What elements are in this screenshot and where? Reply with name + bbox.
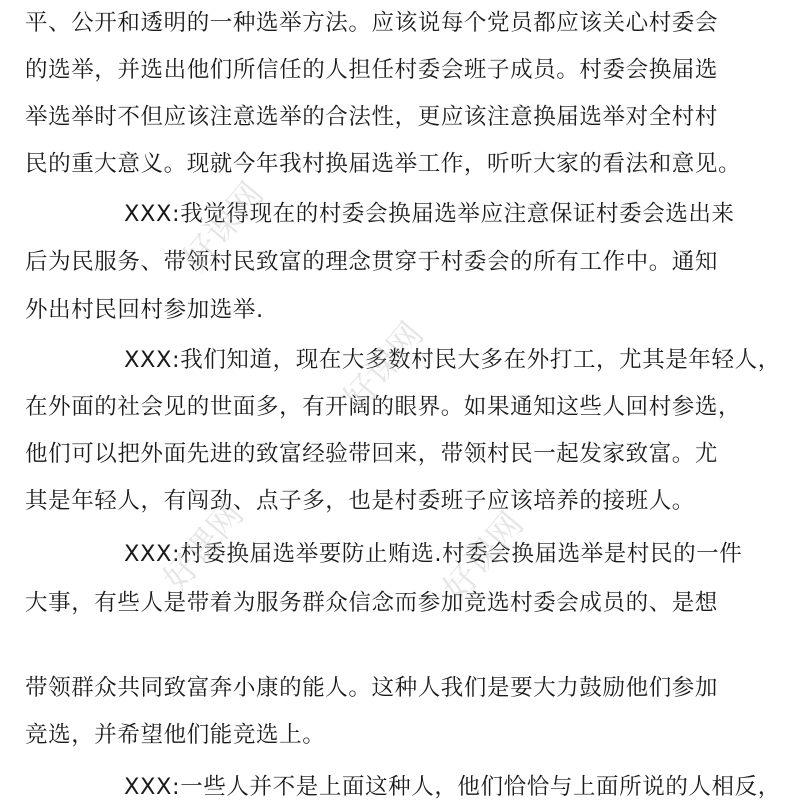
text-line: 在外面的社会见的世面多，有开阔的眼界。如果通知这些人回村参选， xyxy=(25,394,742,420)
watermark: 好课网 xyxy=(435,504,532,609)
text-line: 竞选，并希望他们能竞选上。 xyxy=(25,722,326,748)
text-line: 举选举时不但应该注意选举的合法性，更应该注意换届选举对全村村 xyxy=(25,104,719,130)
text-line: 其是年轻人，有闯劲、点子多，也是村委班子应该培养的接班人。 xyxy=(25,488,695,514)
text-line: 的选举，并选出他们所信任的人担任村委会班子成员。村委会换届选 xyxy=(25,57,719,83)
watermark: 好课网 xyxy=(335,314,432,419)
text-line: XXX:一些人并不是上面这种人，他们恰恰与上面所说的人相反， xyxy=(124,774,781,800)
text-line: 带领群众共同致富奔小康的能人。这种人我们是要大力鼓励他们参加 xyxy=(25,675,719,701)
text-line: XXX:我觉得现在的村委会换届选举应注意保证村委会选出来 xyxy=(124,201,735,227)
watermark: 好课网 xyxy=(155,494,252,599)
text-line: 平、公开和透明的一种选举方法。应该说每个党员都应该关心村委会 xyxy=(25,10,719,36)
text-line: XXX:我们知道，现在大多数村民大多在外打工，尤其是年轻人， xyxy=(124,347,781,373)
watermark: 好课网 xyxy=(175,174,272,279)
text-line: 大事，有些人是带着为服务群众信念而参加竞选村委会成员的、是想 xyxy=(25,590,719,616)
text-line: 他们可以把外面先进的致富经验带回来，带领村民一起发家致富。尤 xyxy=(25,441,719,467)
text-line: 外出村民回村参加选举. xyxy=(25,297,264,323)
text-line: XXX:村委换届选举要防止贿选.村委会换届选举是村民的一件 xyxy=(124,541,743,567)
text-line: 民的重大意义。现就今年我村换届选举工作，听听大家的看法和意见。 xyxy=(25,151,742,177)
text-line: 后为民服务、带领村民致富的理念贯穿于村委会的所有工作中。通知 xyxy=(25,249,719,275)
